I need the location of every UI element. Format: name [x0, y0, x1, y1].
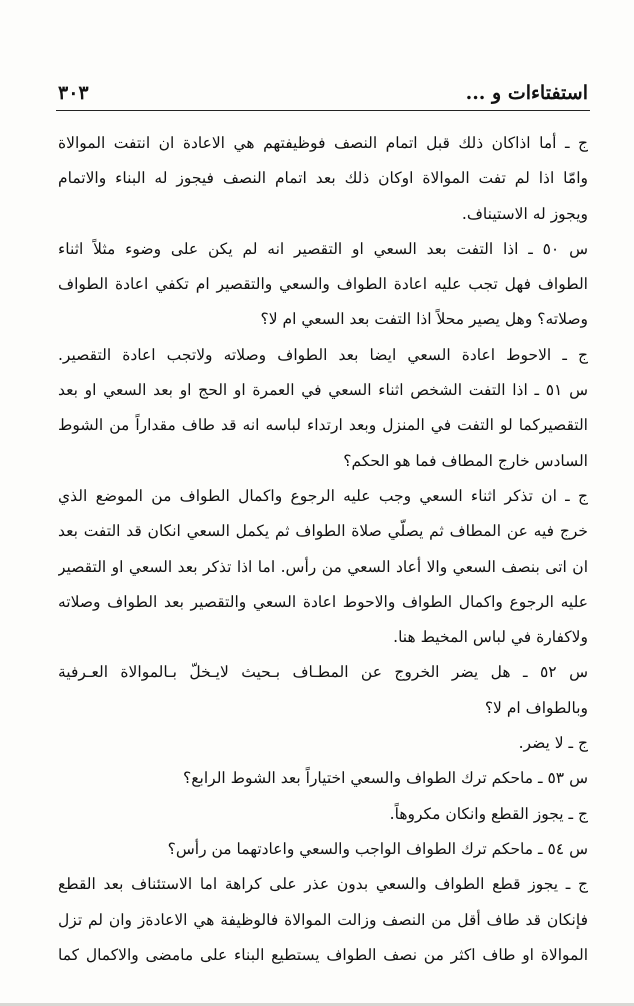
text-line: الموالاة او طاف اكثر من نصف الطواف يستطيع البناء على مامضى والاكمال كما	[58, 945, 588, 964]
text-line: ج ـ لا يضر.	[518, 734, 588, 753]
text-line: عليه الرجوع واكمال الطواف والاحوط اعادة السعي والتقصير بعد الطواف وصلاته	[58, 592, 588, 611]
text-line: س ٥٢ ـ هل يضر الخروج عن المطـاف بـحيث لايـخلّ بـالموالاة العـرفية	[58, 663, 588, 682]
text-line: ج ـ يجوز قطع الطواف والسعي بدون عذر على كراهة اما الاستئناف بعد القطع	[58, 875, 588, 894]
text-line: الطواف فهل تجب عليه اعادة الطواف والسعي والتقصير ام تكفي اعادة الطواف	[58, 275, 588, 294]
text-line: وصلاته؟ وهل يصير محلاً اذا التفت بعد السعي ام لا؟	[260, 310, 588, 329]
text-line: س ٥٤ ـ ماحكم ترك الطواف الواجب والسعي واعادتهما من رأس؟	[167, 839, 588, 858]
text-line: التقصيركما لو التفت في المنزل وبعد ارتداء لباسه انه قد طاف مقداراً من الشوط	[58, 416, 588, 435]
body-text	[58, 126, 588, 973]
text-line: ان اتى بنصف السعي والا أعاد السعي من رأس. اما اذا تذكر بعد السعي او التقصير	[58, 557, 588, 576]
text-line: س ٥٠ ـ اذا التفت بعد السعي او التقصير انه لم يكن على وضوء مثلاً اثناء	[58, 239, 588, 258]
page-number: ٣٠٣	[58, 82, 89, 104]
text-line: ويجوز له الاستيناف.	[461, 204, 588, 223]
text-line: ولاكفارة في لباس المخيط هنا.	[393, 628, 588, 647]
text-line: فإنكان قد طاف أقل من النصف وزالت الموالاة فالوظيفة هي الاعادةز وان لم تزل	[58, 910, 588, 929]
text-line: ج ـ أما اذاكان ذلك قبل اتمام النصف فوظيفتهم هي الاعادة ان انتفت الموالاة	[58, 134, 588, 152]
text-line: س ٥٣ ـ ماحكم ترك الطواف والسعي اختياراً بعد الشوط الرابع؟	[183, 769, 588, 788]
text-line: السادس خارج المطاف فما هو الحكم؟	[343, 451, 588, 470]
text-line: ج ـ يجوز القطع وانكان مكروهاً.	[389, 804, 588, 823]
text-line: س ٥١ ـ اذا التفت الشخص اثناء السعي في العمرة او الحج او بعد السعي او بعد	[58, 381, 588, 400]
running-title: استفتاءات و ...	[465, 82, 588, 104]
text-line: ج ـ الاحوط اعادة السعي ايضا بعد الطواف وصلاته ولاتجب اعادة التقصير.	[58, 345, 588, 364]
header-rule	[56, 110, 590, 111]
text-line: خرج فيه عن المطاف ثم يصلّي صلاة الطواف ثم يكمل السعي انكان قد التفت بعد	[58, 522, 588, 541]
text-line: وبالطواف ام لا؟	[484, 698, 588, 717]
text-line: وامّا اذا لم تفت الموالاة اوكان ذلك بعد اتمام النصف فيجوز له البناء والاتمام	[58, 169, 588, 188]
text-line: ج ـ ان تذكر اثناء السعي وجب عليه الرجوع واكمال الطواف من الموضع الذي	[58, 486, 588, 505]
page-header	[58, 74, 588, 104]
